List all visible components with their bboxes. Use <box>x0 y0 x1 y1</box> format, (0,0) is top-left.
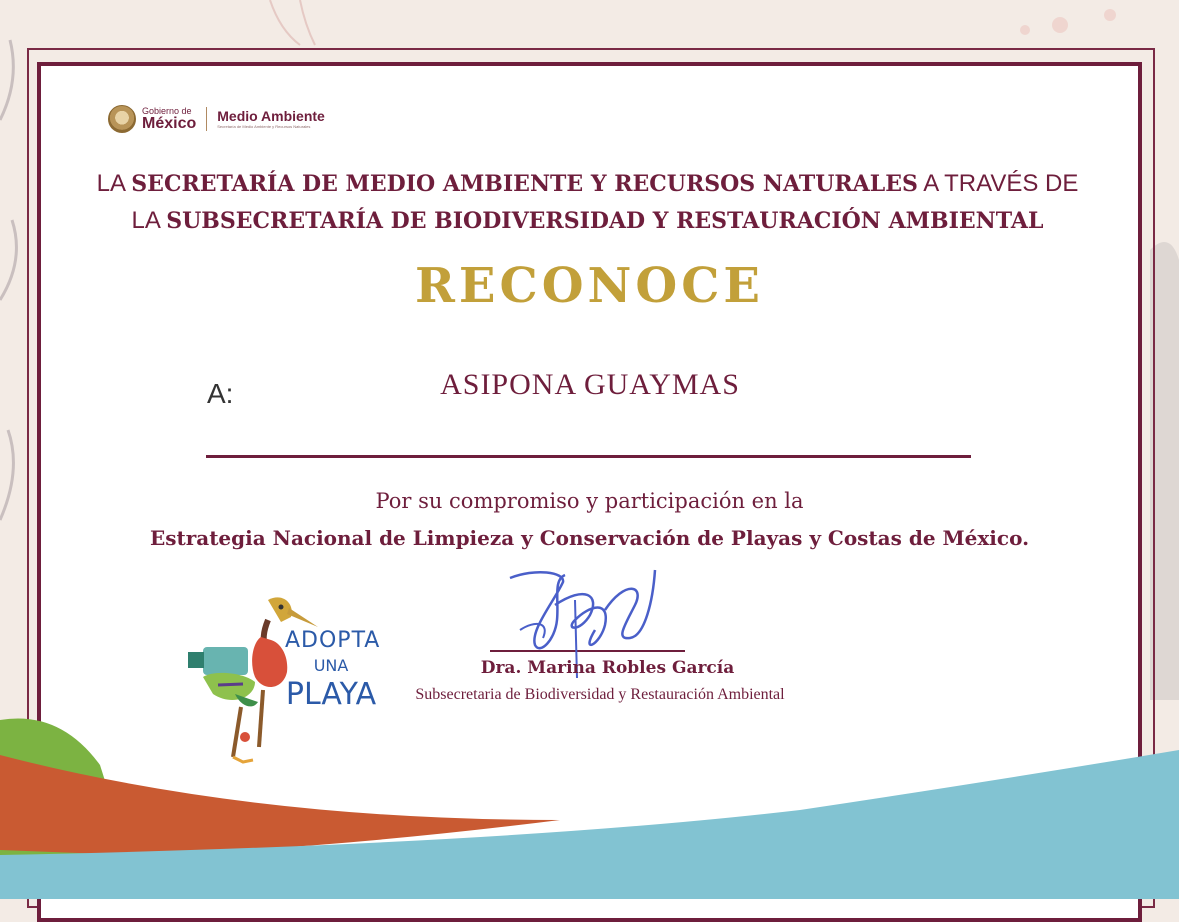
logo-gobierno-small: Gobierno de <box>142 105 192 116</box>
logo-divider <box>206 107 207 131</box>
recipient-name: ASIPONA GUAYMAS <box>440 368 740 401</box>
body-text-line-2: Estrategia Nacional de Limpieza y Conservación de Playas y Costas de México. <box>149 526 1030 550</box>
heading-line-2: LA SUBSECRETARÍA DE BIODIVERSIDAD Y RESTAURACIÓN AMBIENTAL <box>131 207 1044 234</box>
playa-text: PLAYA <box>285 677 377 712</box>
decorative-waves <box>0 690 1179 899</box>
logo-gobierno-big: México <box>142 114 197 132</box>
adopta-una-playa-logo <box>285 628 381 712</box>
body-text-line-1: Por su compromiso y participación en la <box>375 489 804 513</box>
heading-line-1: LA SECRETARÍA DE MEDIO AMBIENTE Y RECURSOS NATURALES A TRAVÉS DE <box>96 170 1079 197</box>
recipient-underline <box>206 455 971 458</box>
logo-medio-ambiente: Medio Ambiente <box>217 108 325 124</box>
signer-name: Dra. Marina Robles García <box>480 658 735 678</box>
signer-role: Subsecretaria de Biodiversidad y Restauración Ambiental <box>415 686 785 703</box>
adopta-text: ADOPTA <box>285 628 381 653</box>
logo-medio-ambiente-sub: Secretaría de Medio Ambiente y Recursos Naturales <box>217 124 311 129</box>
certificate-title: RECONOCE <box>415 258 764 314</box>
una-text: UNA <box>313 656 349 675</box>
gobierno-mexico-logo <box>108 103 325 135</box>
national-seal-icon <box>108 105 136 133</box>
recipient-label: A: <box>207 378 234 409</box>
